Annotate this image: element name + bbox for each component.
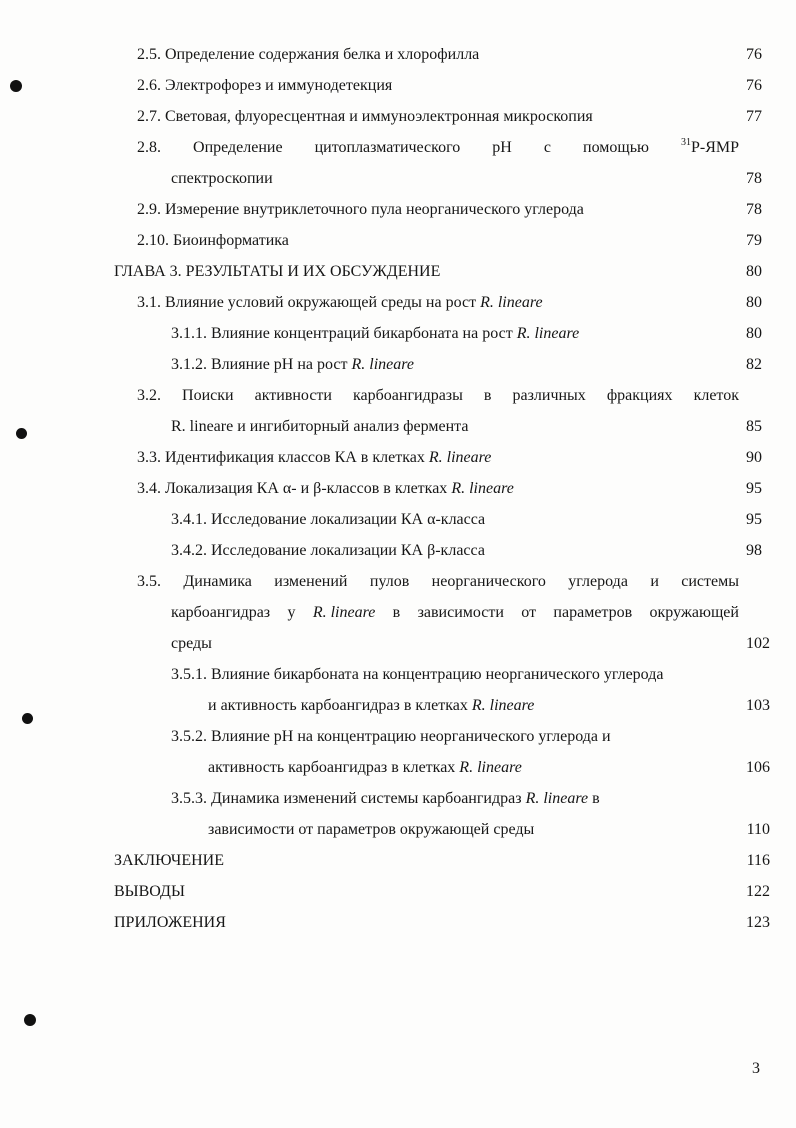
toc-entry-3-5-1-cont: и активность карбоангидраз в клетках R. lineare [208,697,535,714]
species-name: R. lineare [351,356,415,373]
toc-page-number: 122 [746,883,770,900]
species-name: R. lineare [459,759,522,776]
toc-page-number: 90 [746,449,762,466]
toc-appendices[interactable]: ПРИЛОЖЕНИЯ [114,914,226,931]
toc-page-number: 77 [746,108,762,125]
toc-page-number: 95 [746,511,762,528]
toc-entry-3-1-2[interactable]: 3.1.2. Влияние pH на рост R. lineare [171,356,415,373]
punch-hole-mark [22,713,33,724]
punch-hole-mark [16,428,27,439]
toc-page-number: 78 [746,201,762,218]
toc-page-number: 80 [746,325,762,342]
toc-entry-3-3[interactable]: 3.3. Идентификация классов КА в клетках R. lineare [137,449,492,466]
toc-page-number: 76 [746,77,762,94]
species-name: R. lineare [428,449,492,466]
toc-entry-2-9[interactable]: 2.9. Измерение внутриклеточного пула неорганического углерода [137,201,584,218]
toc-entry-title: Определение содержания белка и хлорофилла [165,46,480,63]
toc-entry-title: Электрофорез и иммунодетекция [165,77,393,94]
species-name: R. lineare [471,697,535,714]
species-name: R. lineare [525,790,589,807]
toc-findings[interactable]: ВЫВОДЫ [114,883,185,900]
toc-page-number: 82 [746,356,762,373]
toc-entry-title: Измерение внутриклеточного пула неорганического углерода [165,201,584,218]
toc-page-number: 110 [746,821,770,838]
toc-entry-2-8-cont: спектроскопии [171,170,273,187]
toc-chapter-3[interactable]: ГЛАВА 3. РЕЗУЛЬТАТЫ И ИХ ОБСУЖДЕНИЕ [114,263,441,280]
toc-entry-3-5-2-cont: активность карбоангидраз в клетках R. lineare [208,759,522,776]
punch-hole-mark [10,80,22,92]
toc-entry-3-2-cont: R. lineare и ингибиторный анализ фермента [171,418,469,435]
toc-entry-2-5[interactable]: 2.5. Определение содержания белка и хлорофилла [137,46,480,63]
toc-entry-3-4[interactable]: 3.4. Локализация КА α- и β-классов в клетках R. lineare [137,480,514,497]
species-name: R. lineare [516,325,580,342]
toc-page-number: 79 [746,232,762,249]
species-name: R. lineare [451,480,514,497]
species-name: R. lineare [480,294,543,311]
toc-page-number: 95 [746,480,762,497]
toc-entry-3-2[interactable]: 3.2. Поиски активности карбоангидразы в различных фракциях клеток [137,387,739,404]
toc-page-number: 78 [746,170,762,187]
species-name: R. lineare [312,604,376,621]
toc-page-number: 103 [746,697,770,714]
toc-entry-3-5-cont: среды [171,635,212,652]
toc-entry-3-4-1[interactable]: 3.4.1. Исследование локализации КА α-класса [171,511,486,528]
toc-entry-title: Биоинформатика [173,232,289,249]
toc-entry-3-5-3[interactable]: 3.5.3. Динамика изменений системы карбоангидраз R. lineare в [171,790,600,807]
toc-entry-3-1-1[interactable]: 3.1.1. Влияние концентраций бикарбоната на рост R. lineare [171,325,580,342]
toc-page-number: 80 [746,294,762,311]
toc-entry-3-5-2[interactable]: 3.5.2. Влияние pH на концентрацию неорганического углерода и [171,728,611,745]
toc-entry-2-7[interactable]: 2.7. Световая, флуоресцентная и иммуноэлектронная микроскопия [137,108,593,125]
toc-entry-2-10[interactable]: 2.10. Биоинформатика [137,232,289,249]
toc-entry-2-6[interactable]: 2.6. Электрофорез и иммунодетекция [137,77,393,94]
toc-conclusion[interactable]: ЗАКЛЮЧЕНИЕ [114,852,224,869]
toc-entry-3-4-2[interactable]: 3.4.2. Исследование локализации КА β-класса [171,542,485,559]
toc-page-number: 85 [746,418,762,435]
toc-page-number: 80 [746,263,762,280]
page-number: 3 [752,1060,760,1077]
toc-entry-3-5-3-cont: зависимости от параметров окружающей среды [208,821,535,838]
toc-entry-3-5-1[interactable]: 3.5.1. Влияние бикарбоната на концентрацию неорганического углерода [171,666,664,683]
toc-page-number: 106 [746,759,770,776]
toc-page-number: 102 [746,635,770,652]
toc-entry-2-8[interactable]: 2.8. Определение цитоплазматического pH с помощью $^{31}$P-ЯМР [137,137,739,156]
toc-page-number: 123 [746,914,770,931]
toc-entry-3-5[interactable]: 3.5. Динамика изменений пулов неорганического углерода и системы [137,573,739,590]
punch-hole-mark [24,1014,36,1026]
toc-entry-3-1[interactable]: 3.1. Влияние условий окружающей среды на рост R. lineare [137,294,543,311]
toc-page-number: 116 [746,852,770,869]
toc-page-number: 76 [746,46,762,63]
toc-page-number: 98 [746,542,762,559]
toc-entry-3-5-cont: карбоангидраз у R. lineare в зависимости от параметров окружающей [171,604,739,621]
toc-entry-title: Световая, флуоресцентная и иммуноэлектронная микроскопия [165,108,593,125]
